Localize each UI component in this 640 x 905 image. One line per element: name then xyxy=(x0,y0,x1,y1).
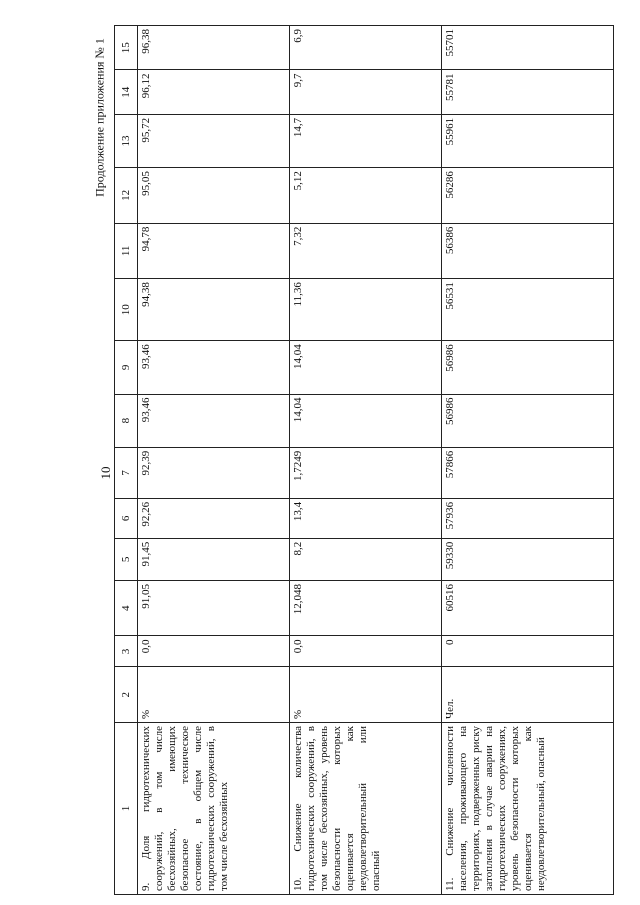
appendix-note: Продолжение приложения № 1 xyxy=(92,38,107,197)
value-cell: 56986 xyxy=(441,341,613,394)
value-cell: 59330 xyxy=(441,538,613,580)
column-number: 8 xyxy=(115,394,138,447)
table-row xyxy=(138,26,290,895)
value-cell: 96,38 xyxy=(138,26,290,70)
column-number: 12 xyxy=(115,168,138,223)
value-cell: 11,36 xyxy=(289,279,441,341)
value-cell: 5,12 xyxy=(289,168,441,223)
table-row xyxy=(289,26,441,895)
value-cell: 95,05 xyxy=(138,168,290,223)
column-number: 11 xyxy=(115,223,138,278)
unit-cell: % xyxy=(138,667,290,722)
indicators-table xyxy=(114,25,614,895)
unit-cell: % xyxy=(289,667,441,722)
value-cell: 57866 xyxy=(441,447,613,498)
value-cell: 8,2 xyxy=(289,538,441,580)
value-cell: 0,0 xyxy=(138,636,290,667)
indicator-description: 11. Снижение численности населения, проживающего на территориях, подверженных риску затопления в случае аварии на гидротехнических сооружениях, уровень безопасности которых оценивается как неудовлетворительный, опасный xyxy=(441,722,613,894)
value-cell: 7,32 xyxy=(289,223,441,278)
table-row xyxy=(441,26,613,895)
page-number: 10 xyxy=(98,466,113,480)
value-cell: 9,7 xyxy=(289,70,441,114)
value-cell: 55961 xyxy=(441,114,613,167)
column-number: 9 xyxy=(115,341,138,394)
column-number: 1 xyxy=(115,722,138,894)
value-cell: 55701 xyxy=(441,26,613,70)
value-cell: 57936 xyxy=(441,498,613,538)
column-number: 3 xyxy=(115,636,138,667)
column-number: 15 xyxy=(115,26,138,70)
value-cell: 13,4 xyxy=(289,498,441,538)
column-number: 6 xyxy=(115,498,138,538)
value-cell: 55781 xyxy=(441,70,613,114)
value-cell: 56531 xyxy=(441,279,613,341)
value-cell: 14,7 xyxy=(289,114,441,167)
table-container xyxy=(114,25,614,895)
column-number: 5 xyxy=(115,538,138,580)
value-cell: 14,04 xyxy=(289,341,441,394)
value-cell: 94,78 xyxy=(138,223,290,278)
column-number: 10 xyxy=(115,279,138,341)
value-cell: 6,9 xyxy=(289,26,441,70)
column-number: 14 xyxy=(115,70,138,114)
value-cell: 92,39 xyxy=(138,447,290,498)
value-cell: 1,7249 xyxy=(289,447,441,498)
value-cell: 95,72 xyxy=(138,114,290,167)
value-cell: 14,04 xyxy=(289,394,441,447)
value-cell: 93,46 xyxy=(138,394,290,447)
value-cell: 93,46 xyxy=(138,341,290,394)
column-number: 4 xyxy=(115,580,138,635)
value-cell: 60516 xyxy=(441,580,613,635)
value-cell: 0 xyxy=(441,636,613,667)
column-number: 2 xyxy=(115,667,138,722)
value-cell: 94,38 xyxy=(138,279,290,341)
value-cell: 92,26 xyxy=(138,498,290,538)
value-cell: 12,048 xyxy=(289,580,441,635)
column-number: 7 xyxy=(115,447,138,498)
value-cell: 96,12 xyxy=(138,70,290,114)
value-cell: 0,0 xyxy=(289,636,441,667)
value-cell: 56286 xyxy=(441,168,613,223)
indicator-description: 10. Снижение количества гидротехнических сооружений, в том числе бесхозяйных, уровень безопасности которых оценивается как неудовлетворительный или опасный xyxy=(289,722,441,894)
column-number-row xyxy=(115,26,138,895)
value-cell: 91,05 xyxy=(138,580,290,635)
value-cell: 91,45 xyxy=(138,538,290,580)
unit-cell: Чел. xyxy=(441,667,613,722)
value-cell: 56986 xyxy=(441,394,613,447)
indicator-description: 9. Доля гидротехнических сооружений, в том числе бесхозяйных, имеющих безопасное техническое состояние, в общем числе гидротехнических сооружений, в том числе бесхозяйных xyxy=(138,722,290,894)
value-cell: 56386 xyxy=(441,223,613,278)
column-number: 13 xyxy=(115,114,138,167)
